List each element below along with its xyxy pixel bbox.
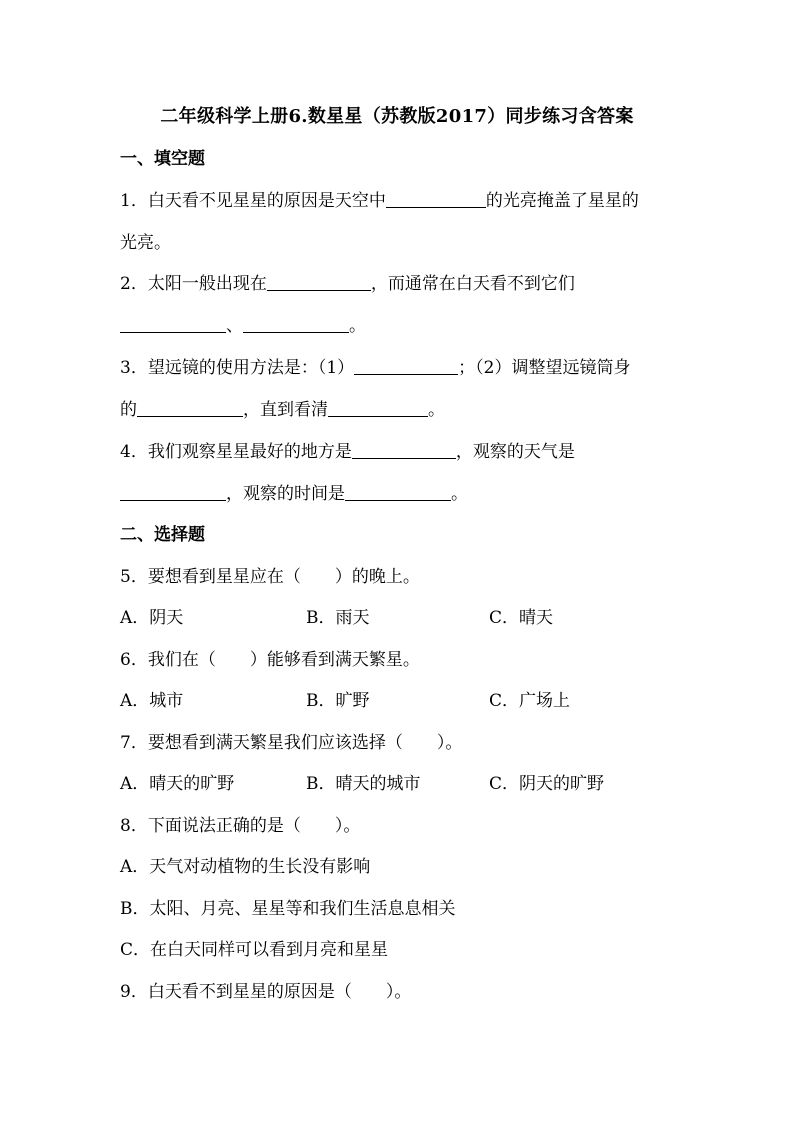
question-2-text: 2．太阳一般出现在 xyxy=(120,274,267,294)
question-4-line-1 xyxy=(120,439,575,465)
answer-blank[interactable] xyxy=(137,398,243,417)
section-heading-fill-in: 一、填空题 xyxy=(120,149,205,169)
question-6-stem: 6．我们在（ ）能够看到满天繁星。 xyxy=(120,650,420,670)
question-1-line-2: 光亮。 xyxy=(120,233,171,253)
question-3-text-d: ，直到看清 xyxy=(243,400,328,420)
question-6-option-b[interactable]: B．旷野 xyxy=(306,691,370,711)
question-5-option-c[interactable]: C．晴天 xyxy=(489,608,554,628)
question-7-option-b[interactable]: B．晴天的城市 xyxy=(306,774,421,794)
question-4-end: 。 xyxy=(451,484,468,504)
question-2-line-1 xyxy=(120,271,575,297)
answer-blank[interactable] xyxy=(243,314,349,333)
question-8-option-a[interactable]: A．天气对动植物的生长没有影响 xyxy=(120,857,371,877)
question-2-end: 。 xyxy=(349,316,366,336)
answer-blank[interactable] xyxy=(120,482,226,501)
question-4-text-c: ，观察的时间是 xyxy=(226,484,345,504)
question-8-option-b[interactable]: B．太阳、月亮、星星等和我们生活息息相关 xyxy=(120,899,456,919)
question-8-option-c[interactable]: C．在白天同样可以看到月亮和星星 xyxy=(120,940,389,960)
question-3-end: 。 xyxy=(428,400,445,420)
question-3-line-1 xyxy=(120,355,630,381)
answer-blank[interactable] xyxy=(386,189,486,208)
question-3-text-cont: ；（2）调整望远镜筒身 xyxy=(458,358,631,378)
question-6-option-a[interactable]: A．城市 xyxy=(120,691,184,711)
question-7-option-c[interactable]: C．阴天的旷野 xyxy=(489,774,605,794)
question-9-stem: 9．白天看不到星星的原因是（ ）。 xyxy=(120,982,412,1002)
answer-blank[interactable] xyxy=(345,482,451,501)
question-5-stem: 5．要想看到星星应在（ ）的晚上。 xyxy=(120,567,420,587)
question-4-text-cont: ，观察的天气是 xyxy=(455,442,575,462)
answer-blank[interactable] xyxy=(267,272,371,291)
question-2-line-2 xyxy=(120,313,366,339)
answer-blank[interactable] xyxy=(120,314,226,333)
question-3-text-c: 的 xyxy=(120,400,137,420)
question-3-line-2 xyxy=(120,397,445,423)
question-1-text-cont: 的光亮掩盖了星星的 xyxy=(485,191,639,211)
section-heading-multiple-choice: 二、选择题 xyxy=(120,525,205,545)
question-6-option-c[interactable]: C．广场上 xyxy=(489,691,571,711)
question-2-separator: 、 xyxy=(226,316,243,336)
answer-blank[interactable] xyxy=(352,440,456,459)
question-5-option-b[interactable]: B．雨天 xyxy=(306,608,370,628)
question-7-stem: 7．要想看到满天繁星我们应该选择（ ）。 xyxy=(120,733,463,753)
question-1-text: 1．白天看不见星星的原因是天空中 xyxy=(120,191,386,211)
page-title: 二年级科学上册6.数星星（苏教版2017）同步练习含答案 xyxy=(160,106,634,127)
answer-blank[interactable] xyxy=(328,398,428,417)
answer-blank[interactable] xyxy=(354,356,458,375)
question-7-option-a[interactable]: A．晴天的旷野 xyxy=(120,774,235,794)
question-5-option-a[interactable]: A．阴天 xyxy=(120,608,184,628)
question-4-line-2 xyxy=(120,481,468,507)
question-8-stem: 8．下面说法正确的是（ ）。 xyxy=(120,816,361,836)
question-3-text: 3．望远镜的使用方法是：（1） xyxy=(120,358,355,378)
question-1-line-1 xyxy=(120,188,639,214)
question-4-text: 4．我们观察星星最好的地方是 xyxy=(120,442,352,462)
question-2-text-cont: ，而通常在白天看不到它们 xyxy=(370,274,575,294)
